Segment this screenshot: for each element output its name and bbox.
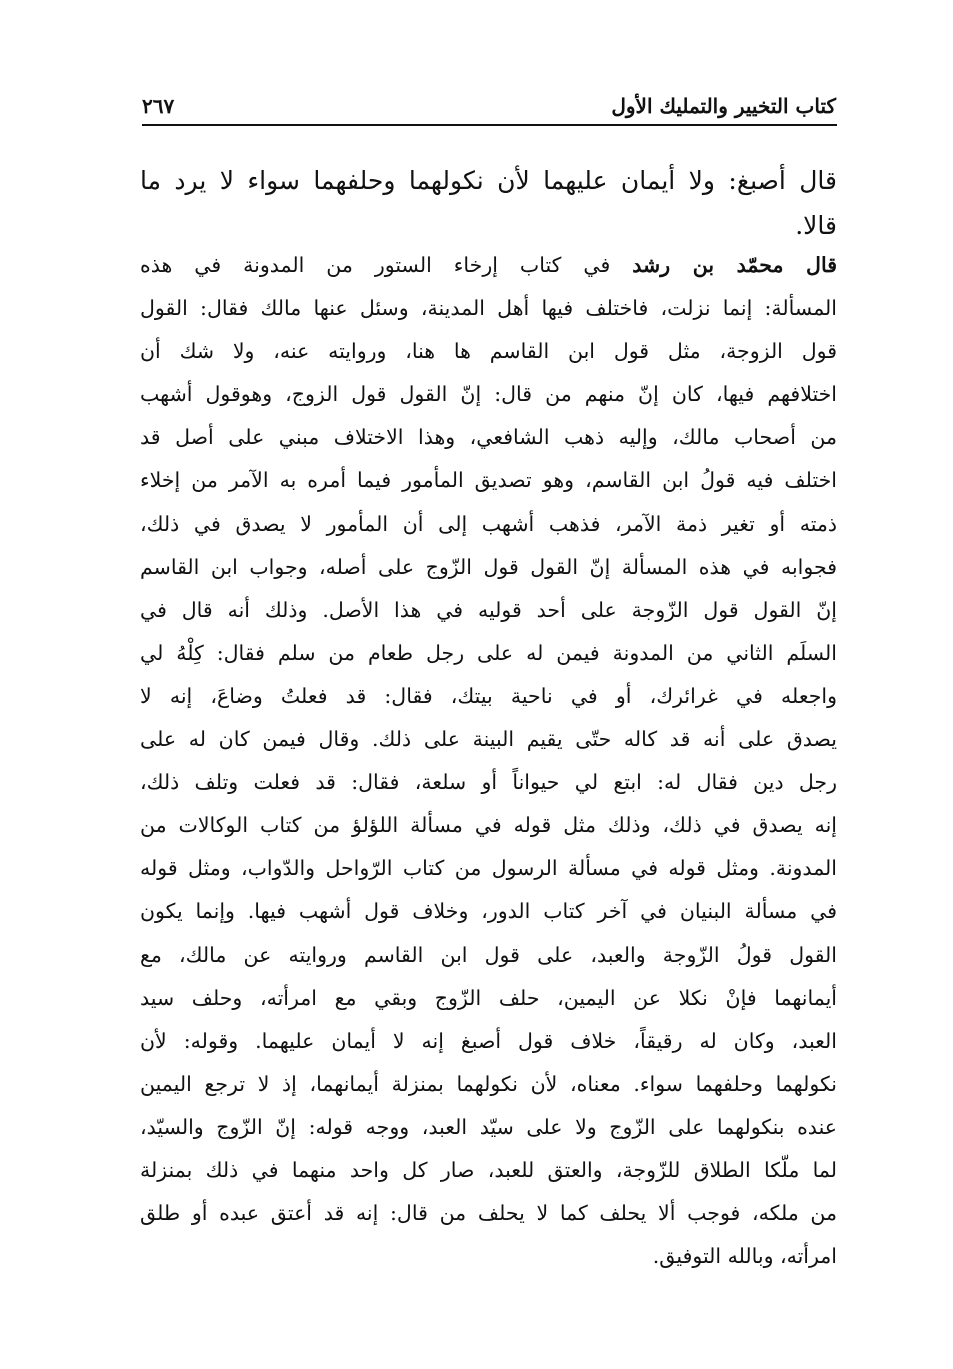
text-line: السلَم الثاني من المدونة فيمن له على رجل طعام من سلم فقال: كِلْهُ لي (140, 640, 837, 665)
text-line: المدونة. ومثل قوله في مسألة الرسول من كتاب الرّواحل والدّواب، ومثل قوله (140, 856, 837, 881)
text-line: امرأته، وبالله التوفيق. (652, 1244, 837, 1269)
author-name: قال محمّد بن رشد (632, 253, 837, 277)
opening-text: في كتاب إرخاء الستور من المدونة في هذه (140, 253, 633, 277)
running-title: كتاب التخيير والتمليك الأول (611, 94, 836, 118)
header-rule (142, 124, 837, 126)
text-line: رجل دين فقال له: ابتع لي حيواناً أو سلعة، فقال: قد فعلت وتلف ذلك، (140, 770, 837, 795)
text-line: المسألة: إنما نزلت، فاختلف فيها أهل المدينة، وسئل عنها مالك فقال: القول (140, 296, 837, 321)
text-line: لما ملّكا الطلاق للزّوجة، والعتق للعبد، صار كل واحد منهما في ذلك بمنزلة (140, 1157, 837, 1182)
text-line: في مسألة البنيان في آخر كتاب الدور، وخلاف قول أشهب فيها. وإنما يكون (140, 899, 837, 924)
text-line: يصدق على أنه قد كاله حتّى يقيم البينة على ذلك. وقال فيمن كان له على (140, 727, 837, 752)
text-line: القول قولُ الزّوجة والعبد، على قول ابن القاسم وروايته عن مالك، مع (140, 942, 837, 967)
text-line: اختلف فيه قولُ ابن القاسم، وهو تصديق المأمور فيما أمره به الآمر من إخلاء (140, 468, 837, 493)
text-line: إنه يصدق في ذلك، وذلك مثل قوله في مسألة اللؤلؤ من كتاب الوكالات من (140, 813, 837, 838)
text-line: نكولهما وحلفهما سواء. معناه، لأن نكولهما بمنزلة أيمانهما، إذ لا ترجع اليمين (140, 1071, 837, 1096)
text-line-opening (140, 244, 837, 287)
page-number: ٢٦٧ (142, 94, 175, 118)
text-line: ذمته أو تغير ذمة الآمر، فذهب أشهب إلى أن المأمور لا يصدق في ذلك، (140, 511, 837, 536)
text-line: من أصحاب مالك، وإليه ذهب الشافعي، وهذا الاختلاف مبني على أصل قد (140, 425, 837, 450)
running-header (142, 88, 836, 122)
text-line: اختلافهم فيها، كان إنّ منهم من قال: إنّ القول قول الزوج، وهوقول أشهب (140, 382, 837, 407)
text-line: واجعله في غرائرك، أو في ناحية بيتك، فقال: قد فعلتُ وضاعَ، إنه لا (140, 683, 837, 708)
text-line: قالا. (795, 211, 837, 240)
text-line: قول الزوجة، مثل قول ابن القاسم ها هنا، وروايته عنه، ولا شك أن (140, 339, 837, 364)
text-line: من ملكه، فوجب ألا يحلف كما لا يحلف من قال: إنه قد أعتق عبده أو طلق (140, 1201, 837, 1226)
text-line: فجوابه في هذه المسألة إنّ القول قول الزّوج على أصله، وجواب ابن القاسم (140, 554, 837, 579)
text-line: إنّ القول قول الزّوجة على أحد قوليه في هذا الأصل. وذلك أنه قال في (140, 597, 837, 622)
text-line: قال أصبغ: ولا أيمان عليهما لأن نكولهما وحلفهما سواء لا يرد ما (140, 166, 837, 195)
text-line: عنده بنكولهما على الزّوج ولا على سيّد العبد، ووجه قوله: إنّ الزّوج والسيّد، (140, 1114, 837, 1139)
text-line: العبد، وكان له رقيقاً، خلاف قول أصبغ إنه لا أيمان عليهما. وقوله: لأن (140, 1028, 837, 1053)
paragraph-asbagh (140, 158, 837, 248)
text-line: أيمانهما فإنْ نكلا عن اليمين، حلف الزّوج وبقي مع امرأته، وحلف سيد (140, 985, 837, 1010)
paragraph-ibn-rushd (140, 244, 837, 1278)
